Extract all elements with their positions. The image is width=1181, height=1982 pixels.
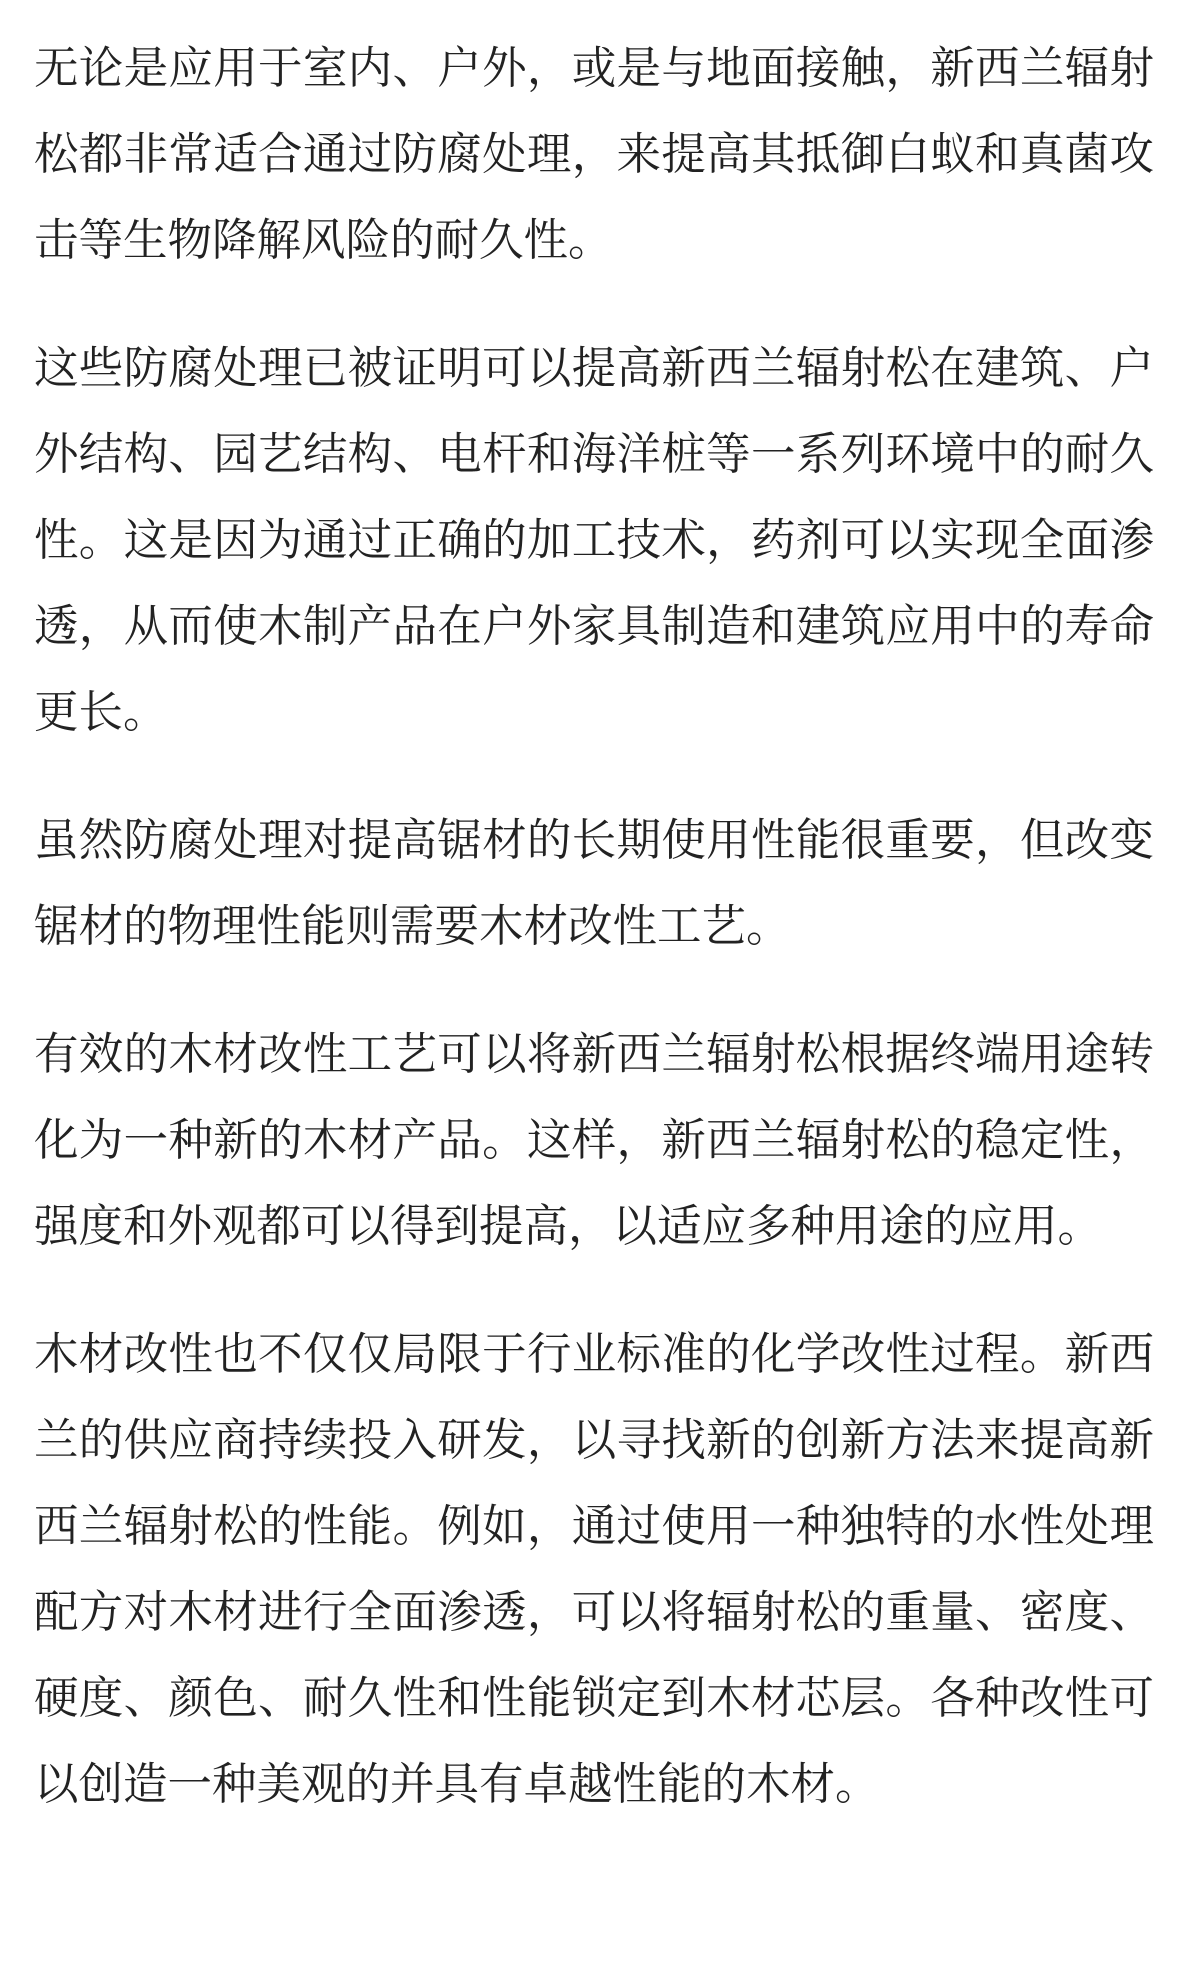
paragraph-treatment-applications: 这些防腐处理已被证明可以提高新西兰辐射松在建筑、户外结构、园艺结构、电杆和海洋桩等一系列环境中的耐久性。这是因为通过正确的加工技术，药剂可以实现全面渗透，从而使木制产品在户外家具制造和建筑应用中的寿命更长。 — [34, 343, 1154, 738]
paragraph-modification-benefits: 有效的木材改性工艺可以将新西兰辐射松根据终端用途转化为一种新的木材产品。这样，新西兰辐射松的稳定性，强度和外观都可以得到提高，以适应多种用途的应用。 — [34, 1029, 1154, 1252]
paragraph-preservation-durability: 无论是应用于室内、户外，或是与地面接触，新西兰辐射松都非常适合通过防腐处理，来提高其抵御白蚁和真菌攻击等生物降解风险的耐久性。 — [34, 43, 1154, 266]
paragraph-modification-need: 虽然防腐处理对提高锯材的长期使用性能很重要，但改变锯材的物理性能则需要木材改性工艺。 — [34, 815, 1154, 952]
paragraph-innovation: 木材改性也不仅仅局限于行业标准的化学改性过程。新西兰的供应商持续投入研发，以寻找新的创新方法来提高新西兰辐射松的性能。例如，通过使用一种独特的水性处理配方对木材进行全面渗透，可以将辐射松的重量、密度、硬度、颜色、耐久性和性能锁定到木材芯层。各种改性可以创造一种美观的并具有卓越性能的木材。 — [34, 1329, 1154, 1810]
article-body — [34, 26, 1154, 1828]
